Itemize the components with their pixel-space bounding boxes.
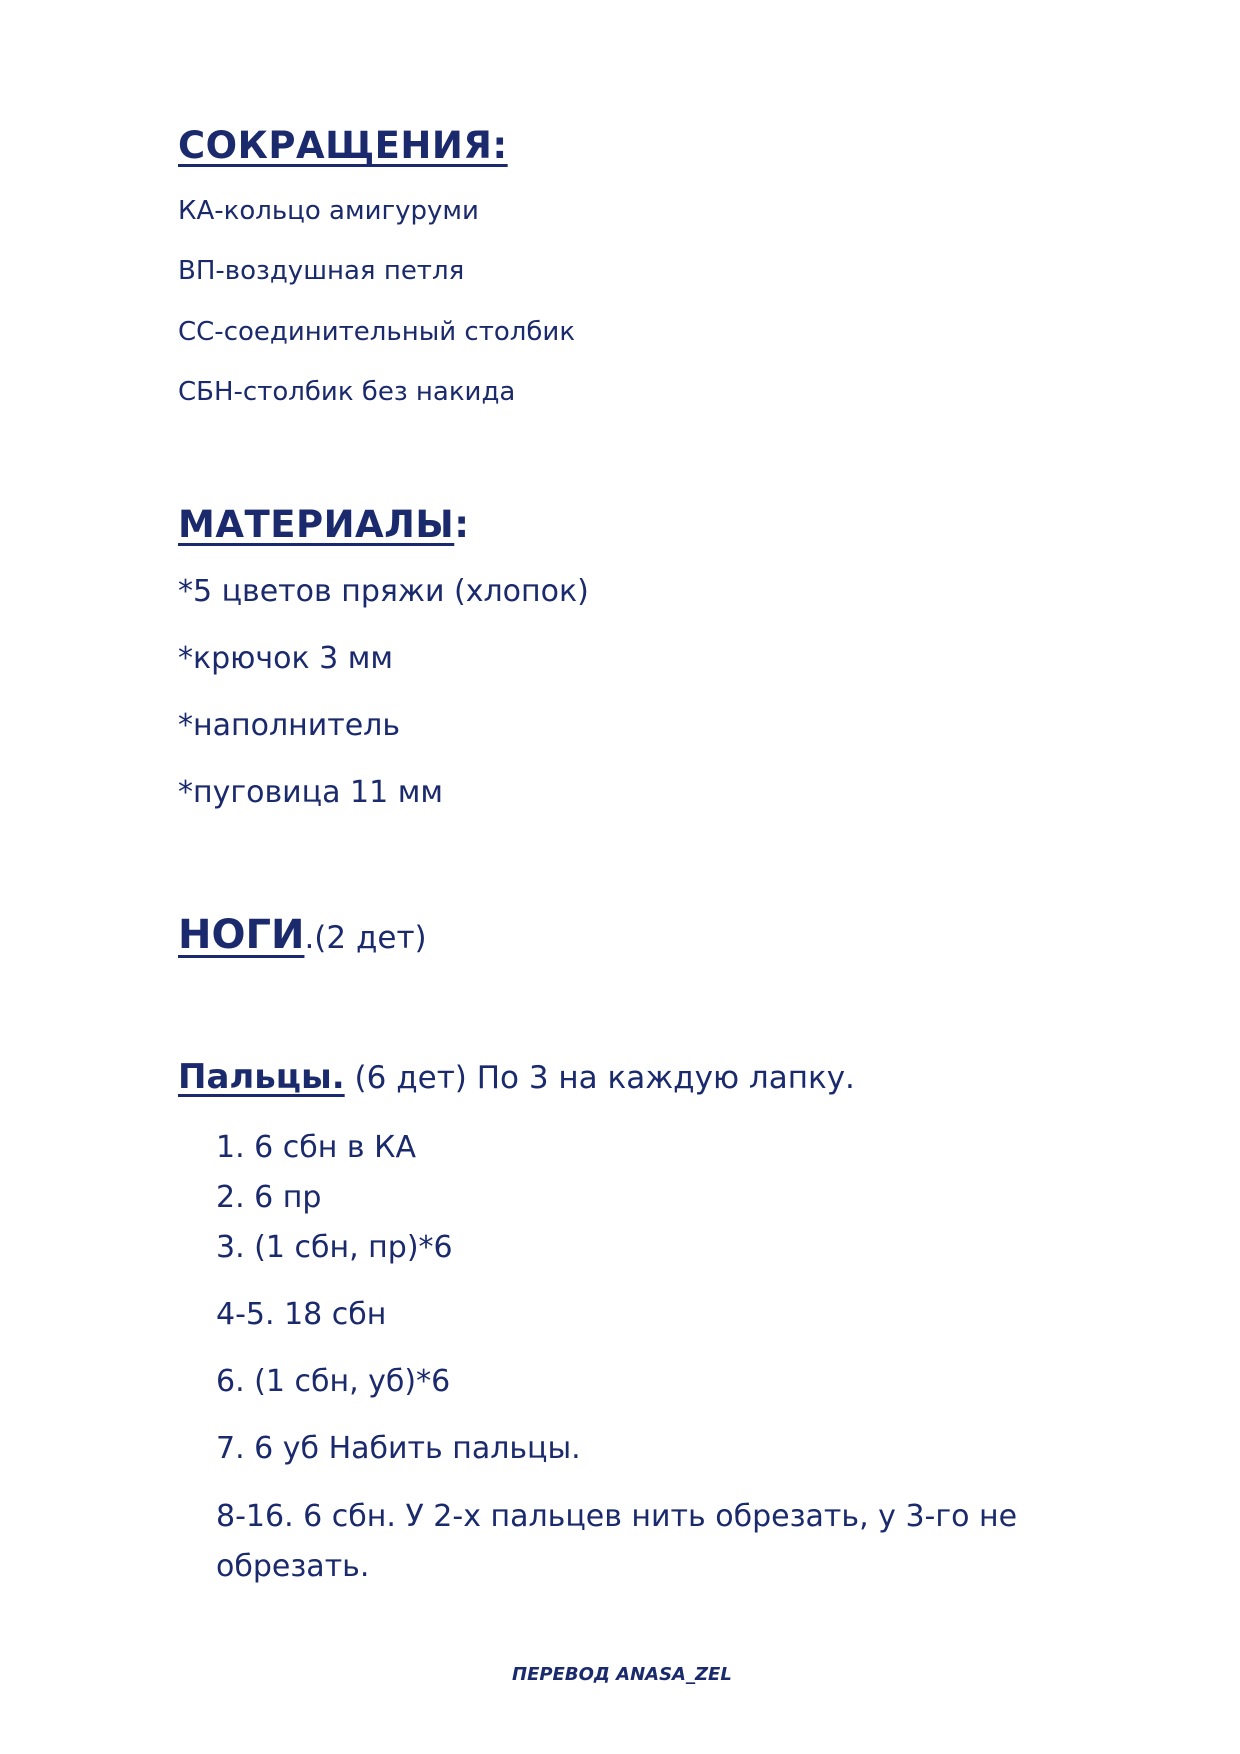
step-item: 2. 6 пр — [216, 1180, 322, 1215]
fingers-title: Пальцы. — [178, 1057, 345, 1097]
abbreviation-item: ВП-воздушная петля — [178, 256, 465, 286]
materials-title: МАТЕРИАЛЫ — [178, 503, 455, 546]
step-item: 3. (1 сбн, пр)*6 — [216, 1230, 453, 1265]
material-item: *наполнитель — [178, 708, 401, 743]
material-item: *5 цветов пряжи (хлопок) — [178, 574, 589, 609]
footer-credit: ПЕРЕВОД ANASA_ZEL — [512, 1664, 732, 1685]
step-item: 7. 6 уб Набить пальцы. — [216, 1431, 581, 1466]
abbreviation-item: СБН-столбик без накида — [178, 377, 516, 407]
fingers-subtitle: (6 дет) По 3 на каждую лапку. — [344, 1060, 855, 1096]
step-item: 6. (1 сбн, уб)*6 — [216, 1364, 451, 1399]
abbreviations-title: СОКРАЩЕНИЯ: — [178, 124, 508, 167]
step-item: 4-5. 18 сбн — [216, 1297, 387, 1332]
abbreviation-item: КА-кольцо амигуруми — [178, 196, 479, 226]
legs-count: .(2 дет) — [304, 920, 427, 956]
abbreviations-heading — [178, 124, 508, 167]
abbreviation-item: СС-соединительный столбик — [178, 317, 576, 347]
legs-heading — [178, 912, 427, 958]
step-item: 1. 6 сбн в КА — [216, 1130, 416, 1165]
legs-title: НОГИ — [178, 912, 305, 958]
material-item: *пуговица 11 мм — [178, 775, 443, 810]
fingers-heading — [178, 1057, 855, 1097]
material-item: *крючок 3 мм — [178, 641, 394, 676]
materials-heading — [178, 503, 470, 546]
materials-colon: : — [454, 503, 470, 546]
step-item: 8-16. 6 сбн. У 2-х пальцев нить обрезать, у 3-го не обрезать. — [216, 1499, 1018, 1584]
